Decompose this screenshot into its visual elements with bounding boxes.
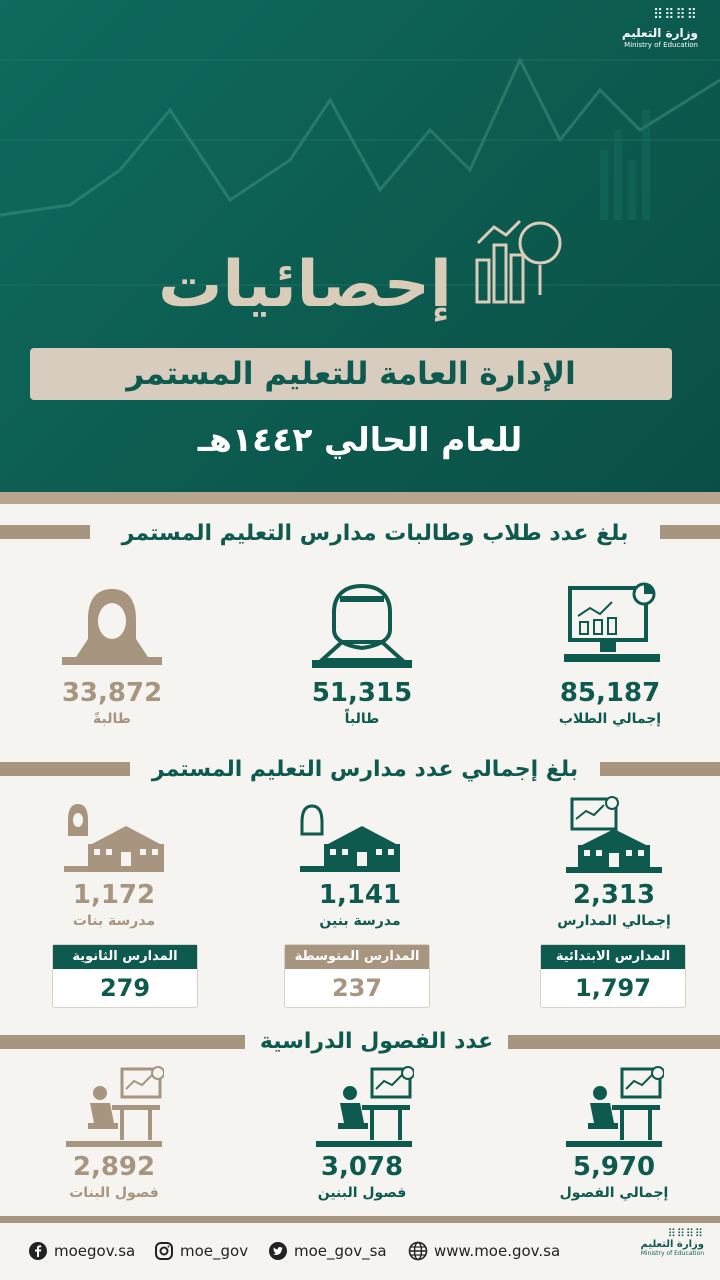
secondary-schools-value: 279: [99, 974, 151, 1002]
logo-dots-icon: ⠿⠿⠿⠿: [652, 7, 698, 23]
instagram-icon: [154, 1241, 174, 1261]
students-section-title: بلغ عدد طلاب وطالبات مدارس التعليم المستمر: [90, 514, 660, 554]
boys-schools-label: مدرسة بنين: [319, 913, 401, 929]
instagram-handle: moe_gov: [180, 1242, 249, 1260]
girls-school-icon: [64, 800, 164, 875]
boys-school-icon: [300, 800, 400, 875]
boys-classes-value: 3,078: [320, 1152, 404, 1182]
website-url: www.moe.gov.sa: [434, 1242, 561, 1260]
girls-classroom-icon: [64, 1065, 164, 1150]
statistics-magnifier-icon: [472, 215, 572, 310]
female-students: [22, 678, 202, 730]
primary-schools-box: [540, 944, 686, 1008]
female-students-value: 33,872: [61, 678, 163, 708]
footer-logo-arabic: وزارة التعليم: [640, 1239, 704, 1250]
facebook-icon: [28, 1241, 48, 1261]
section-band-left: [0, 525, 90, 539]
classes-section-title: عدد الفصول الدراسية: [245, 1022, 508, 1062]
ministry-logo: [622, 8, 698, 49]
male-student-icon: [312, 578, 412, 670]
total-students: [520, 678, 700, 730]
female-student-icon: [62, 585, 162, 670]
section-band-right: [660, 525, 720, 539]
total-classes-value: 5,970: [572, 1152, 656, 1182]
total-schools-value: 2,313: [572, 880, 656, 910]
twitter-handle: moe_gov_sa: [294, 1242, 387, 1260]
girls-schools-value: 1,172: [72, 880, 156, 910]
facebook-handle: moegov.sa: [54, 1242, 136, 1260]
boys-classroom-icon: [314, 1065, 414, 1150]
footer-logo-english: Ministry of Education: [640, 1250, 704, 1257]
section-band-left: [0, 1035, 245, 1049]
section-band-right: [508, 1035, 720, 1049]
primary-schools-label: المدارس الابتدائية: [541, 945, 685, 969]
boys-schools: [270, 880, 450, 932]
total-students-value: 85,187: [559, 678, 661, 708]
total-schools-label: إجمالي المدارس: [557, 913, 671, 929]
male-students: [272, 678, 452, 730]
instagram-link[interactable]: [154, 1238, 248, 1264]
total-schools: [524, 880, 704, 932]
boys-classes-label: فصول البنين: [317, 1185, 407, 1201]
total-classes: [524, 1152, 704, 1204]
logo-arabic: وزارة التعليم: [621, 26, 698, 40]
middle-schools-box: [284, 944, 430, 1008]
website-link[interactable]: [408, 1238, 560, 1264]
middle-schools-label: المدارس المتوسطة: [285, 945, 429, 969]
girls-schools-label: مدرسة بنات: [72, 913, 156, 929]
boys-schools-value: 1,141: [318, 880, 402, 910]
school-chart-icon: [564, 795, 664, 875]
female-students-label: طالبةً: [93, 711, 131, 727]
monitor-chart-icon: [562, 580, 662, 670]
girls-schools: [24, 880, 204, 932]
secondary-schools-label: المدارس الثانوية: [53, 945, 197, 969]
globe-icon: [408, 1241, 428, 1261]
logo-english: Ministry of Education: [624, 41, 698, 49]
section-band-left: [0, 762, 130, 776]
girls-classes-value: 2,892: [72, 1152, 156, 1182]
twitter-link[interactable]: [268, 1238, 387, 1264]
male-students-value: 51,315: [311, 678, 413, 708]
department-name: الإدارة العامة للتعليم المستمر: [126, 356, 576, 392]
header-divider: [0, 492, 720, 504]
year-line: للعام الحالي ١٤٤٢هـ: [197, 420, 523, 459]
page-title: إحصائيات: [158, 248, 452, 322]
middle-schools-value: 237: [331, 974, 383, 1002]
footer-divider: [0, 1216, 720, 1223]
total-classes-label: إجمالي الفصول: [559, 1185, 669, 1201]
facebook-link[interactable]: [28, 1238, 135, 1264]
section-band-right: [600, 762, 720, 776]
classroom-desk-icon: [564, 1065, 664, 1150]
twitter-icon: [268, 1241, 288, 1261]
total-students-label: إجمالي الطلاب: [558, 711, 662, 727]
primary-schools-value: 1,797: [575, 974, 651, 1002]
footer-logo-dots-icon: ⠿⠿⠿⠿: [667, 1227, 704, 1240]
header-banner: [0, 0, 720, 492]
secondary-schools-box: [52, 944, 198, 1008]
girls-classes-label: فصول البنات: [69, 1185, 159, 1201]
boys-classes: [272, 1152, 452, 1204]
footer-ministry-logo: [641, 1228, 704, 1257]
girls-classes: [24, 1152, 204, 1204]
male-students-label: طالباً: [344, 711, 380, 727]
schools-section-title: بلغ إجمالي عدد مدارس التعليم المستمر: [130, 750, 600, 790]
